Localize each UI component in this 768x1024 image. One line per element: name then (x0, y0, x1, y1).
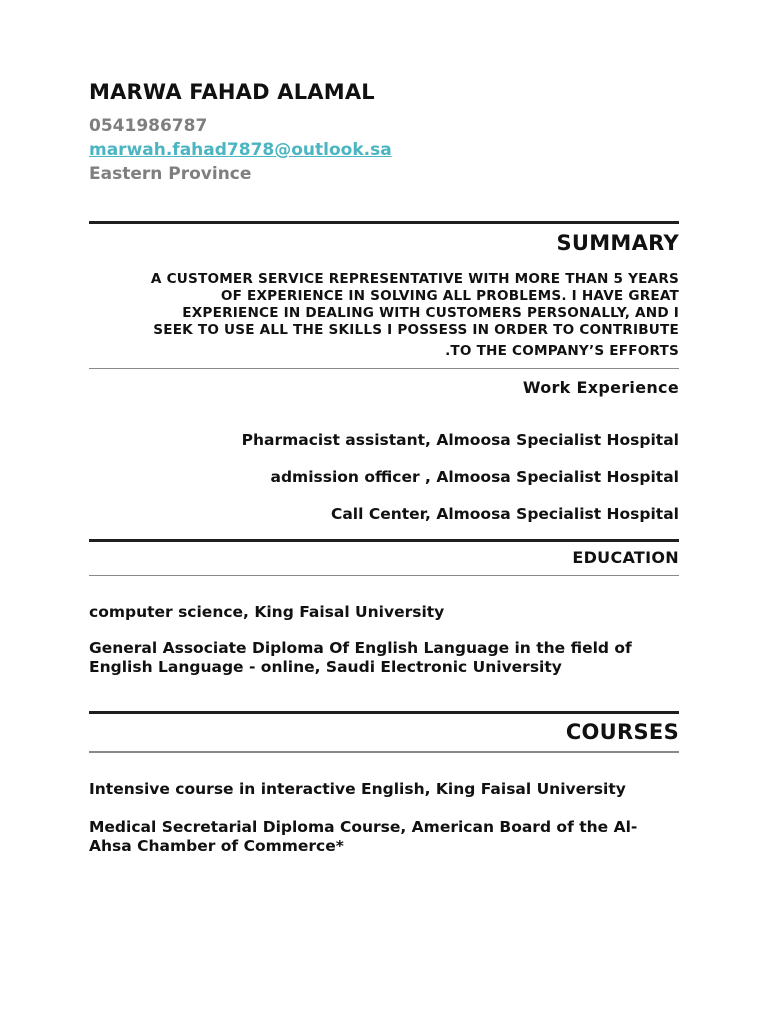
summary-divider-bottom (89, 368, 679, 369)
education-divider-top (89, 539, 679, 542)
summary-divider-top (89, 221, 679, 224)
education-item: computer science, King Faisal University (89, 603, 445, 621)
summary-line: .TO THE COMPANY’S EFFORTS (445, 343, 679, 359)
summary-line: SEEK TO USE ALL THE SKILLS I POSSESS IN ORDER TO CONTRIBUTE (153, 322, 679, 338)
candidate-name: MARWA FAHAD ALAMAL (89, 80, 375, 104)
location: Eastern Province (89, 164, 252, 184)
summary-text (89, 271, 679, 360)
course-item: Medical Secretarial Diploma Course, American Board of the Al-Ahsa Chamber of Commerce* (89, 818, 638, 855)
email-link[interactable]: marwah.fahad7878@outlook.sa (89, 140, 392, 160)
job-entry: Pharmacist assistant, Almoosa Specialist Hospital (241, 431, 679, 449)
summary-heading: SUMMARY (556, 231, 679, 255)
courses-heading: COURSES (565, 720, 679, 744)
courses-divider-top (89, 711, 679, 714)
courses-divider-bottom (89, 751, 679, 753)
summary-line: EXPERIENCE IN DEALING WITH CUSTOMERS PERSONALLY, AND I (182, 305, 679, 321)
education-item: General Associate Diploma Of English Language in the field of English Language - online, Saudi Electronic University (89, 639, 632, 676)
education-divider-bottom (89, 575, 679, 576)
job-entry: Call Center, Almoosa Specialist Hospital (330, 505, 679, 523)
summary-line: OF EXPERIENCE IN SOLVING ALL PROBLEMS. I HAVE GREAT (220, 288, 679, 304)
course-item: Intensive course in interactive English, King Faisal University (89, 780, 626, 798)
summary-line: A CUSTOMER SERVICE REPRESENTATIVE WITH MORE THAN 5 YEARS (150, 271, 679, 287)
job-entry: admission officer , Almoosa Specialist Hospital (270, 468, 679, 486)
education-heading: EDUCATION (572, 548, 679, 567)
phone-number: 0541986787 (89, 116, 208, 136)
experience-heading: Work Experience (522, 378, 679, 397)
